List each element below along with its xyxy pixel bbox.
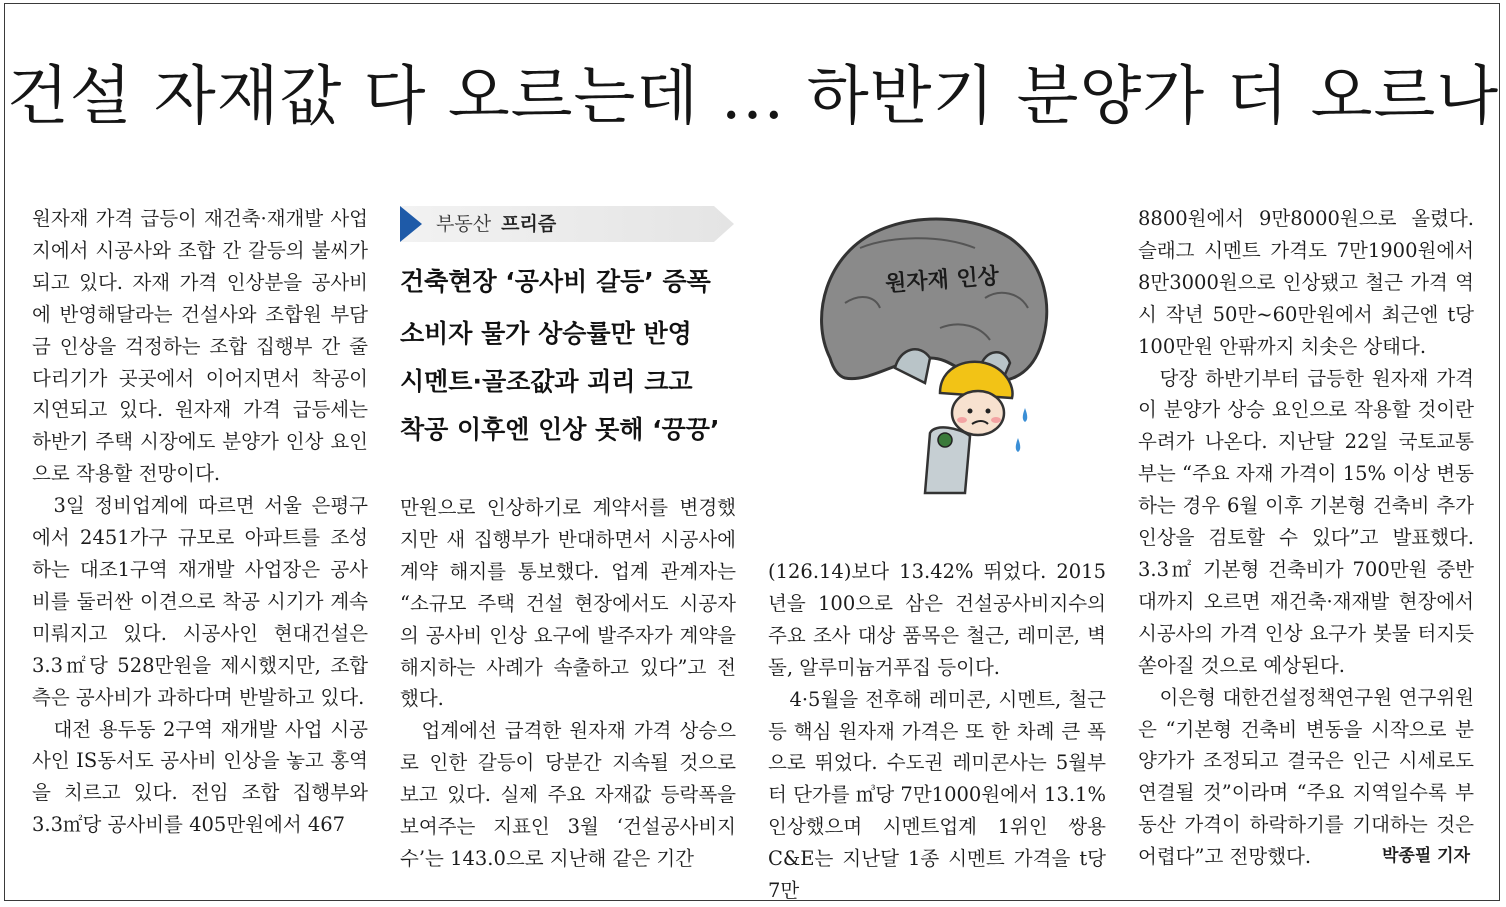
subheadline: 시멘트·골조값과 괴리 크고: [400, 367, 693, 396]
paragraph: 대전 용두동 2구역 재개발 사업 시공사인 IS동서도 공사비 인상을 놓고 홍역을 치르고 있다. 전임 조합 집행부와 3.3㎡당 공사비를 405만원에서 467: [32, 717, 368, 837]
section-tag-text: [436, 206, 556, 242]
section-category: 부동산: [436, 213, 492, 235]
headline: 건설 자재값 다 오르는데 … 하반기 분양가 더 오르나: [6, 60, 1500, 134]
article-column-4: [1138, 203, 1474, 873]
section-tag: [400, 206, 734, 242]
article-column-1: [32, 203, 368, 841]
closing-paragraph: [1138, 682, 1474, 873]
paragraph-text: 이은형 대한건설정책연구원 연구위원은 “기본형 건축비 변동을 시작으로 분양가가 조정되고 결국은 인근 시세로도 연결될 것”이라며 “주요 지역일수록 부동산 가격이 하락하기를 기대하는 것은 어렵다”고 전망했다.: [1138, 685, 1474, 869]
section-name: 프리즘: [501, 213, 557, 235]
paragraph: 8800원에서 9만8000원으로 올렸다. 슬래그 시멘트 가격도 7만1900원에서 8만3000원으로 인상됐고 철근 가격 역시 작년 50만~60만원에서 최근엔 t당 100만원 안팎까지 치솟은 상태다.: [1138, 207, 1474, 358]
paragraph: (126.14)보다 13.42% 뛰었다. 2015년을 100으로 삼은 건설공사비지수의 주요 조사 대상 품목은 철근, 레미콘, 벽돌, 알루미늄거푸집 등이다.: [768, 560, 1106, 679]
reporter-byline: 박종필 기자: [1381, 846, 1470, 867]
paragraph: 3일 정비업계에 따르면 서울 은평구에서 2451가구 규모로 아파트를 조성하는 대조1구역 재개발 사업장은 공사비를 둘러싼 이견으로 착공 시기가 계속 미뤄지고 있다. 시공사인 현대건설은 3.3㎡당 528만원을 제시했지만, 조합 측은 공사비가 과하다며 반발하고 있다.: [32, 494, 368, 709]
article-column-2: [400, 492, 736, 875]
illustration-label: 원자재 인상: [884, 264, 1000, 297]
subheadline: 착공 이후엔 인상 못해 ‘끙끙’: [400, 415, 720, 444]
paragraph: 만원으로 인상하기로 계약서를 변경했지만 새 집행부가 반대하면서 시공사에 계약 해지를 통보했다. 업계 관계자는 “소규모 주택 건설 현장에서도 시공자의 공사비 인상 요구에 발주자가 계약을 해지하는 사례가 속출하고 있다”고 전했다.: [400, 496, 736, 711]
subheadline: 건축현장 ‘공사비 갈등’ 증폭: [400, 267, 711, 296]
worker-carrying-boulder-illustration: [800, 208, 1070, 498]
paragraph: 4·5월을 전후해 레미콘, 시멘트, 철근 등 핵심 원자재 가격은 또 한 차례 큰 폭으로 뛰었다. 수도권 레미콘사는 5월부터 단가를 ㎥당 7만1000원에서 13.1% 인상했으며 시멘트업계 1위인 쌍용C&E는 지난달 1종 시멘트 가격을 t당 7만: [768, 687, 1106, 903]
subheadline: 소비자 물가 상승률만 반영: [400, 319, 692, 348]
paragraph: 당장 하반기부터 급등한 원자재 가격이 분양가 상승 요인으로 작용할 것이란 우려가 나온다. 지난달 22일 국토교통부는 “주요 자재 가격이 15% 이상 변동하는 경우 6월 이후 기본형 건축비 추가 인상을 검토할 수 있다”고 발표했다. 3.3㎡ 기본형 건축비가 700만원 중반대까지 오르면 재건축·재재발 현장에서 시공사의 가격 인상 요구가 봇물 터지듯 쏟아질 것으로 예상된다.: [1138, 366, 1474, 677]
subheadlines: [400, 258, 740, 454]
paragraph: 원자재 가격 급등이 재건축·재개발 사업지에서 시공사와 조합 간 갈등의 불씨가 되고 있다. 자재 가격 인상분을 공사비에 반영해달라는 건설사와 조합원 부담금 인상을 걱정하는 조합 집행부 간 줄다리기가 곳곳에서 이어지면서 착공이 지연되고 있다. 원자재 가격 급등세는 하반기 주택 시장에도 분양가 인상 요인으로 작용할 전망이다.: [32, 207, 368, 486]
cartoon-illustration: [800, 208, 1070, 498]
paragraph: 업계에선 급격한 원자재 가격 상승으로 인한 갈등이 당분간 지속될 것으로 보고 있다. 실제 주요 자재값 등락폭을 보여주는 지표인 3월 ‘건설공사비지수’는 143.0으로 지난해 같은 기간: [400, 719, 736, 870]
article-column-3: [768, 556, 1106, 907]
